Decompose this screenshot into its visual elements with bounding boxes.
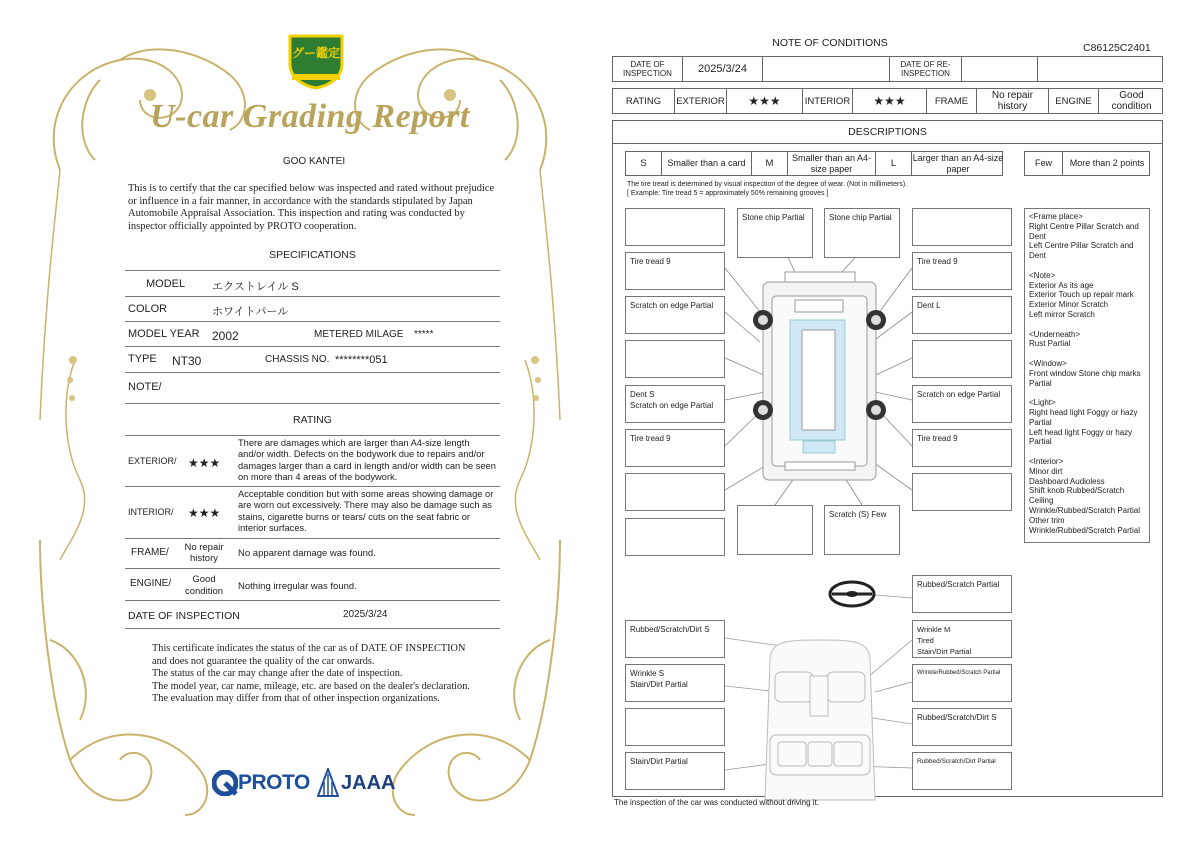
interior-label: INTERIOR/ (128, 507, 174, 517)
legend-m: M (752, 152, 788, 175)
sheet-code: C86125C2401 (1083, 42, 1151, 54)
callout-steering: Rubbed/Scratch Partial (912, 575, 1012, 613)
frame-value: No repair history (184, 542, 224, 564)
steering-wheel-icon (830, 582, 874, 606)
type-value: NT30 (172, 354, 202, 368)
disclaimer: This certificate indicates the status of the car as of DATE OF INSPECTION and does not guarantee the quality of the car onwards. The status of the car may change after the date of inspection. The model year, car name, mileage, etc. are based on the dealer's declaration. The evaluation may differ from that of other inspection organizations. (152, 643, 470, 704)
rule (125, 270, 500, 271)
note-label: NOTE/ (128, 381, 162, 393)
specifications-heading: SPECIFICATIONS (269, 249, 356, 261)
exterior-label: EXTERIOR (675, 89, 727, 113)
exterior-stars: ★★★ (188, 456, 221, 470)
certificate-subtitle: GOO KANTEI (282, 156, 346, 167)
note-of-conditions-sheet (600, 0, 1200, 848)
rule (125, 321, 500, 322)
callout-door-trim: Wrinkle/Rubbed/Scratch Partial (912, 664, 1012, 702)
certificate-title: U-car Grading Report (150, 98, 470, 135)
callout-rear-seat-left: Stain/Dirt Partial (625, 752, 725, 790)
legend-s-desc: Smaller than a card (662, 152, 752, 175)
model-year-label: MODEL YEAR (128, 328, 200, 340)
interior-label: INTERIOR (803, 89, 853, 113)
rule (125, 628, 500, 629)
descriptions-heading: DESCRIPTIONS (612, 120, 1163, 144)
callout-right-rear-tire: Tire tread 9 (912, 429, 1012, 467)
callout-rear-bumper: Scratch (S) Few (824, 505, 900, 555)
badge-text: グー鑑定 (291, 46, 340, 60)
description-list: <Frame place> Right Centre Pillar Scratch and Dent Left Centre Pillar Scratch and Dent <Note> Exterior As its age Exterior Touch up repair mark Exterior Minor Scratch Left mirror Scratch <Underneath> Rust Partial <Window> Front window Stone chip marks Partial <Light> Right head light Foggy or hazy Partial Left head light Foggy or hazy Partial <Interior> Minor dirt Dashboard Audioless Shift knob Rubbed/Scratch Ceiling Wrinkle/Rubbed/Scratch Partial Other trim Wrinkle/Rubbed/Scratch Partial (1024, 208, 1150, 543)
model-year-value: 2002 (212, 329, 239, 343)
model-label: MODEL (146, 278, 186, 290)
tire-tread-note: The tire tread is determined by visual inspection of the degree of wear. (Not in millimeters). [ Example: Tire tread 5 = approximately 50% remaining grooves ] (627, 181, 908, 197)
callout-left-rear: Dent S Scratch on edge Partial (625, 385, 725, 423)
callout-front-left-glass: Stone chip Partial (737, 208, 813, 258)
engine-value: Good condition (184, 574, 224, 597)
metered-milage-value: ***** (414, 329, 434, 340)
callout-left-rear-tire: Tire tread 9 (625, 429, 725, 467)
color-value: ホワイトパール (212, 306, 289, 318)
callout-dashboard: Rubbed/Scratch/Dirt S (625, 620, 725, 658)
engine-label: ENGINE/ (130, 578, 172, 589)
rule (125, 600, 500, 601)
callout-center-console: Rubbed/Scratch/Dirt S (912, 708, 1012, 746)
engine-value: Good condition (1111, 90, 1152, 112)
engine-label: ENGINE (1049, 89, 1099, 113)
callout-front-right-glass: Stone chip Partial (824, 208, 900, 258)
interior-stars: ★★★ (188, 506, 221, 520)
rule (125, 403, 500, 404)
rule (125, 538, 500, 539)
color-label: COLOR (128, 303, 168, 315)
interior-description: Acceptable condition but with some areas showing damage or are worn out excessively. There may also be damage such as stains, cigarette burns or tears/ cuts on the seat fabric or interior surfaces. (238, 489, 494, 533)
interior-stars: ★★★ (853, 89, 927, 113)
exterior-label: EXTERIOR/ (128, 456, 177, 466)
callout-passenger-seat: Wrinkle S Stain/Dirt Partial (625, 664, 725, 702)
sheet-title: NOTE OF CONDITIONS (772, 37, 888, 49)
proto-logo-icon (212, 770, 238, 796)
sheet-footer: The inspection of the car was conducted without driving it. (614, 798, 819, 807)
legend-s: S (626, 152, 662, 175)
callout-box (625, 708, 725, 746)
exterior-stars: ★★★ (727, 89, 803, 113)
callout-rear-seat-right: Rubbed/Scratch/Dirt Partial (912, 752, 1012, 790)
legend-few: Few (1025, 152, 1063, 175)
exterior-description: There are damages which are larger than A4-size length and/or width. Defects on the bodywork due to repairs and/or damages larger than a card in length and/or width can be seen on more than 4 areas of the bodywork. (238, 438, 496, 482)
jaaa-logo-text: JAAA (341, 772, 396, 794)
rule (125, 486, 500, 487)
model-value: エクストレイル S (212, 281, 299, 293)
rule (125, 346, 500, 347)
rule (125, 568, 500, 569)
metered-milage-label: METERED MILAGE (314, 329, 404, 340)
chassis-label: CHASSIS NO. (265, 354, 330, 365)
rule (125, 372, 500, 373)
callout-left-front-tire: Tire tread 9 (625, 252, 725, 290)
callout-right-rear: Scratch on edge Partial (912, 385, 1012, 423)
callout-left-front: Scratch on edge Partial (625, 296, 725, 334)
legend-l: L (876, 152, 912, 175)
jaaa-logo-icon (317, 768, 339, 798)
legend-l-desc: Larger than an A4-size paper (912, 152, 1004, 174)
frame-label: FRAME/ (131, 547, 169, 558)
callout-right-front: Dent L (912, 296, 1012, 334)
certificate-intro: This is to certify that the car specified below was inspected and rated without prejudice or influence in a fair manner, in accordance with the standards stipulated by Japan Automobile Appraisal Association. This inspection and rating was conducted by inspector officially appointed by PROTO cooperation. (128, 183, 495, 232)
rating-label: RATING (613, 89, 675, 113)
date-of-inspection-value: 2025/3/24 (683, 57, 763, 81)
rating-heading: RATING (293, 414, 332, 426)
rule (125, 435, 500, 436)
date-of-inspection-label: DATE OF INSPECTION (128, 610, 240, 622)
frame-label: FRAME (927, 89, 977, 113)
frame-value: No repair history (977, 89, 1049, 113)
proto-logo-text: PROTO (238, 771, 310, 794)
type-label: TYPE (128, 353, 157, 365)
date-of-reinspection-label: DATE OF RE-INSPECTION (890, 57, 962, 81)
callout-right-front-tire: Tire tread 9 (912, 252, 1012, 290)
rule (125, 296, 500, 297)
engine-description: Nothing irregular was found. (238, 581, 357, 592)
legend-m-desc: Smaller than an A4-size paper (788, 152, 876, 175)
date-of-inspection-label: DATE OF INSPECTION (613, 57, 683, 81)
date-of-inspection-value: 2025/3/24 (343, 609, 388, 620)
legend-few-desc: More than 2 points (1069, 158, 1145, 168)
callout-driver-seat: Wrinkle M Tired Stain/Dirt Partial (912, 620, 1012, 658)
chassis-value: ********051 (335, 354, 388, 366)
frame-description: No apparent damage was found. (238, 548, 376, 559)
